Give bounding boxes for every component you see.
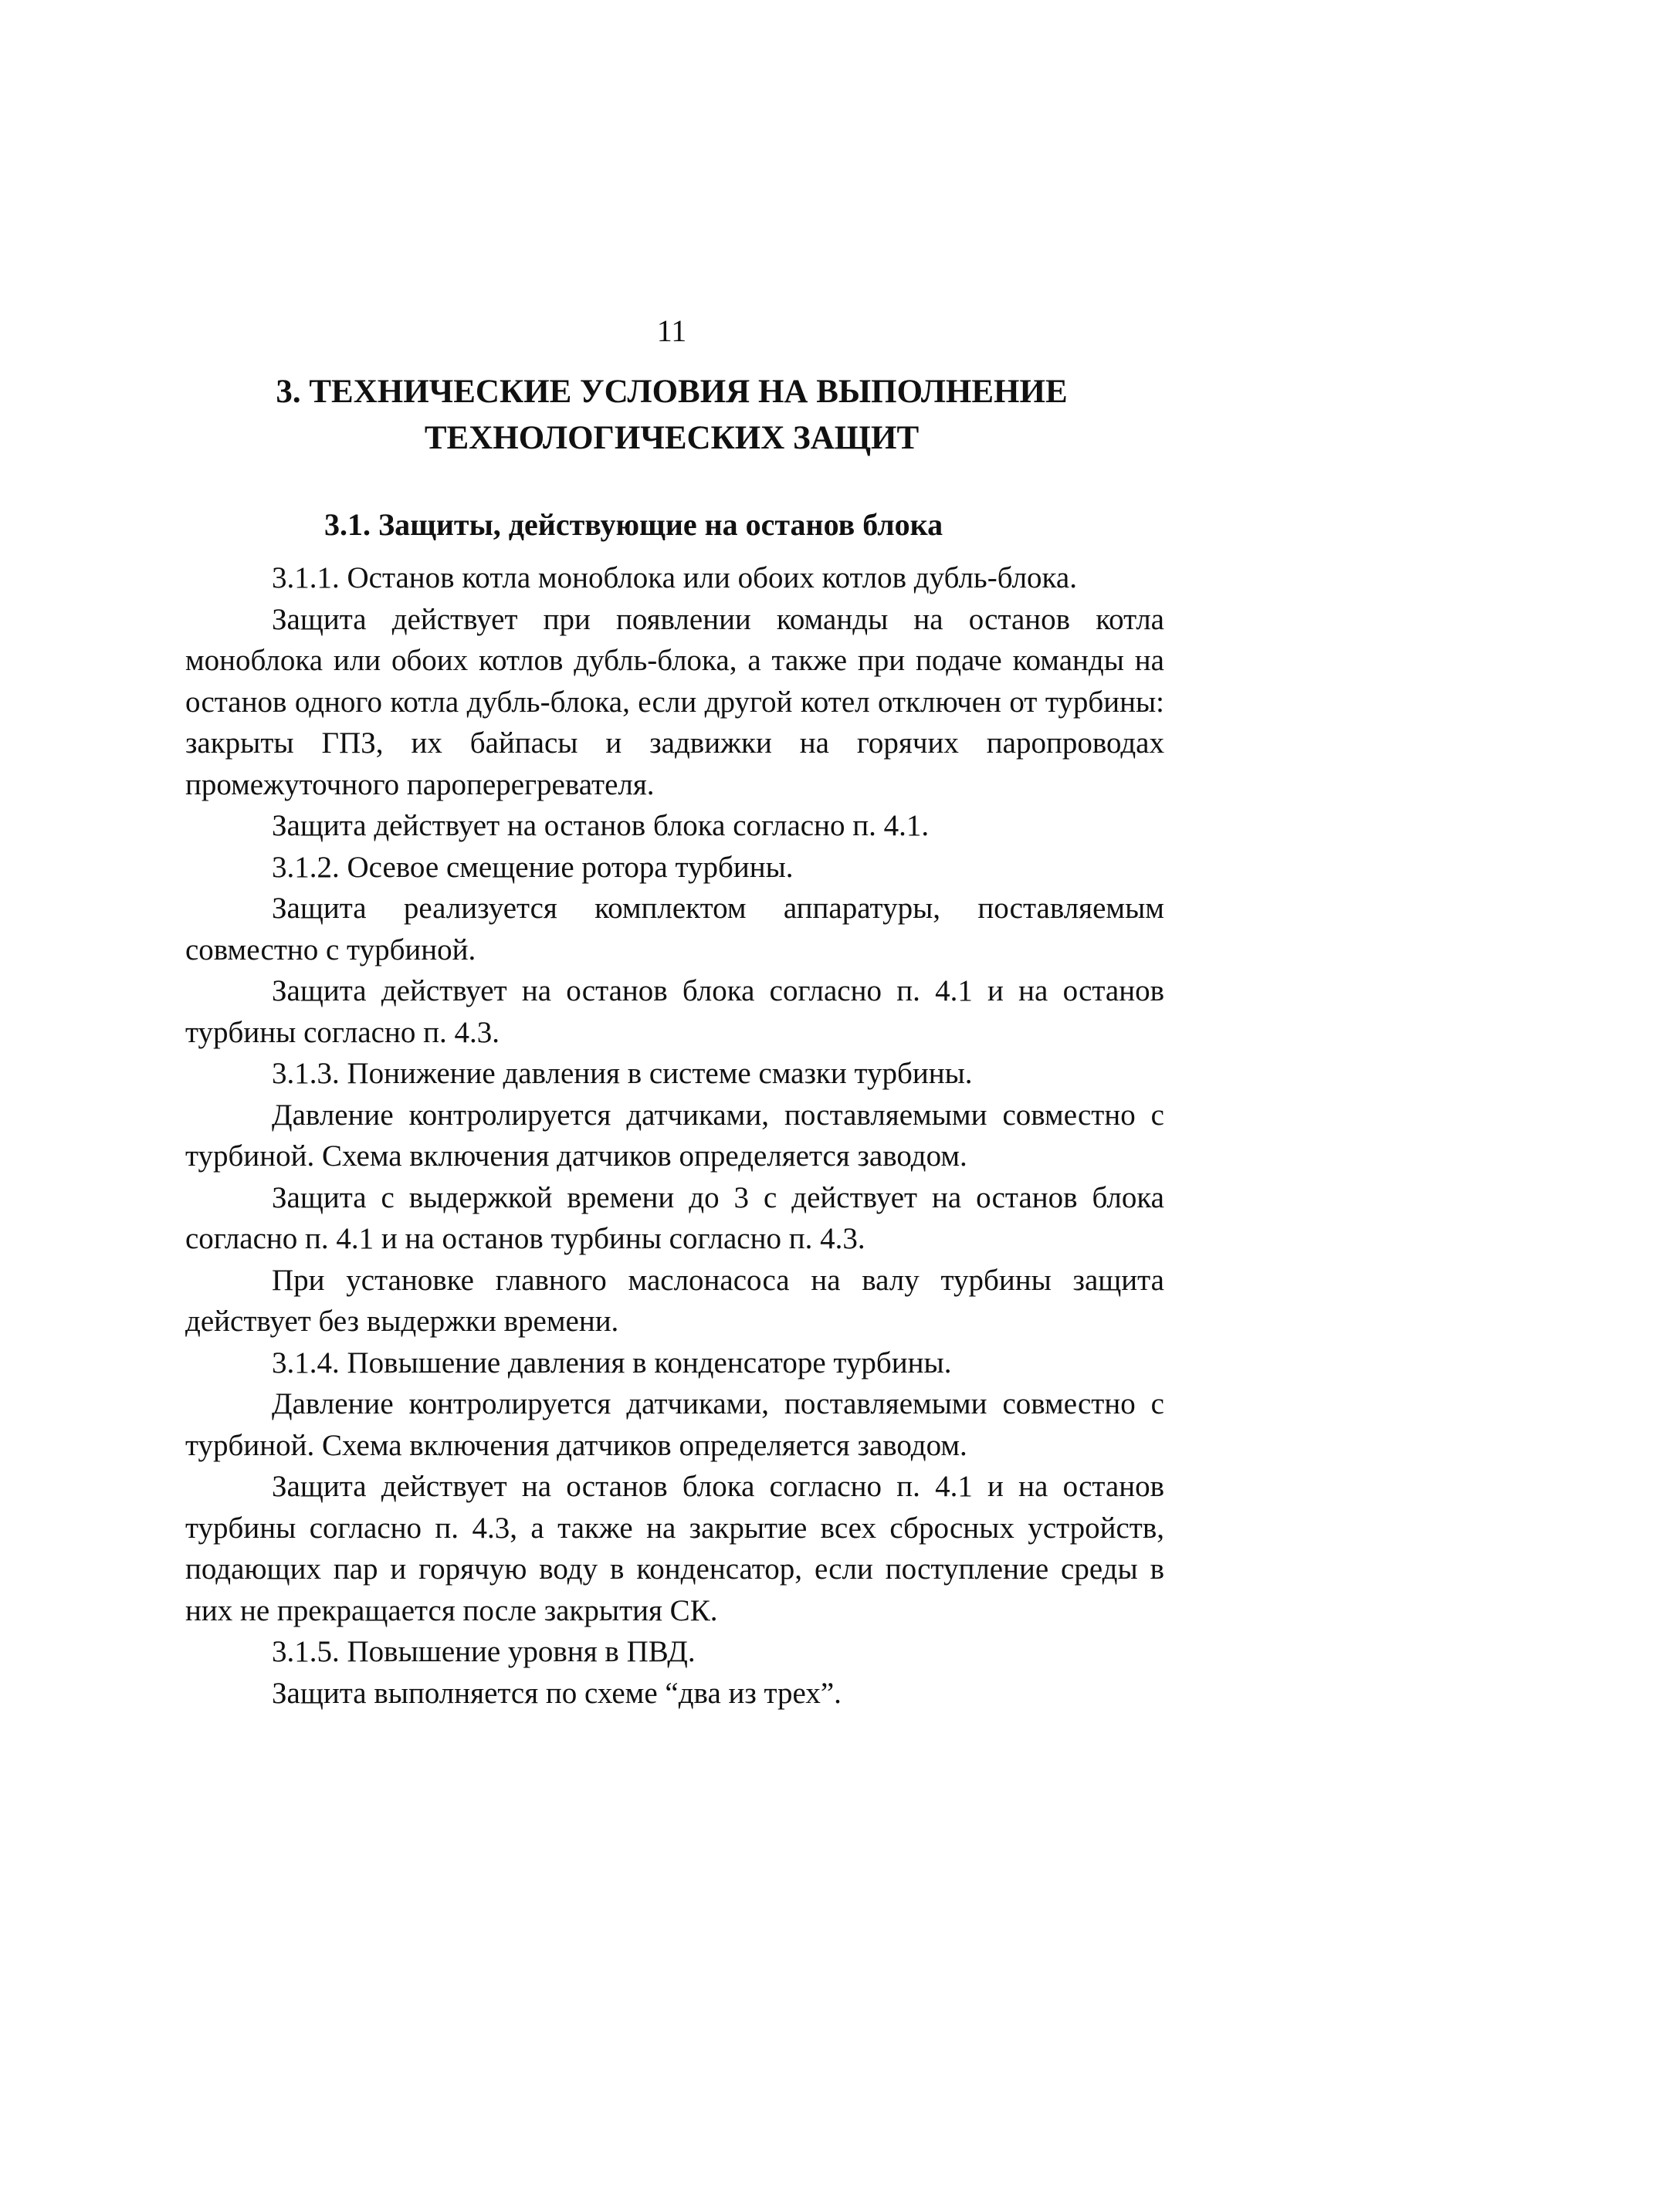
paragraph: 3.1.4. Повышение давления в конденсаторе турбины.	[272, 1346, 952, 1379]
section-title: 3.1. Защиты, действующие на останов блока	[324, 507, 943, 542]
paragraph: 3.1.5. Повышение уровня в ПВД.	[272, 1635, 696, 1668]
paragraph: Защита с выдержкой времени до 3 с действует на останов блока согласно п. 4.1 и на останов турбины согласно п. 4.3.	[185, 1180, 1164, 1255]
chapter-title-line-1: 3. ТЕХНИЧЕСКИЕ УСЛОВИЯ НА ВЫПОЛНЕНИЕ	[276, 374, 1068, 410]
paragraph: Защита выполняется по схеме “два из трех”.	[272, 1676, 842, 1710]
paragraph: Защита действует на останов блока согласно п. 4.1.	[272, 809, 930, 842]
paragraph: Давление контролируется датчиками, поставляемыми совместно с турбиной. Схема включения датчиков определяется заводом.	[185, 1098, 1164, 1173]
chapter-title-line-2: ТЕХНОЛОГИЧЕСКИХ ЗАЩИТ	[424, 420, 920, 456]
paragraph: При установке главного маслонасоса на валу турбины защита действует без выдержки времени.	[185, 1263, 1164, 1338]
paragraph: Защита действует при появлении команды на останов котла моноблока или обоих котлов дубль-блока, а также при подаче команды на останов одного котла дубль-блока, если другой котел отключен от турбины: закрыты ГПЗ, их байпасы и задвижки на горячих паропроводах промежуточного пароперегревателя.	[185, 602, 1164, 801]
paragraph: 3.1.3. Понижение давления в системе смазки турбины.	[272, 1057, 973, 1090]
paragraph: Защита действует на останов блока согласно п. 4.1 и на останов турбины согласно п. 4.3, а также на закрытие всех сбросных устройств, подающих пар и горячую воду в конденсатор, если поступление среды в них не прекращается после закрытия СК.	[185, 1470, 1164, 1627]
paragraph: Защита действует на останов блока согласно п. 4.1 и на останов турбины согласно п. 4.3.	[185, 974, 1164, 1049]
body-text	[185, 557, 1164, 1714]
chapter-title	[178, 369, 1166, 462]
paragraph: Защита реализуется комплектом аппаратуры, поставляемым совместно с турбиной.	[185, 892, 1164, 966]
paragraph: 3.1.1. Останов котла моноблока или обоих котлов дубль-блока.	[272, 561, 1077, 594]
page-number: 11	[656, 313, 687, 348]
paragraph: 3.1.2. Осевое смещение ротора турбины.	[272, 850, 794, 884]
paragraph: Давление контролируется датчиками, поставляемыми совместно с турбиной. Схема включения датчиков определяется заводом.	[185, 1387, 1164, 1462]
